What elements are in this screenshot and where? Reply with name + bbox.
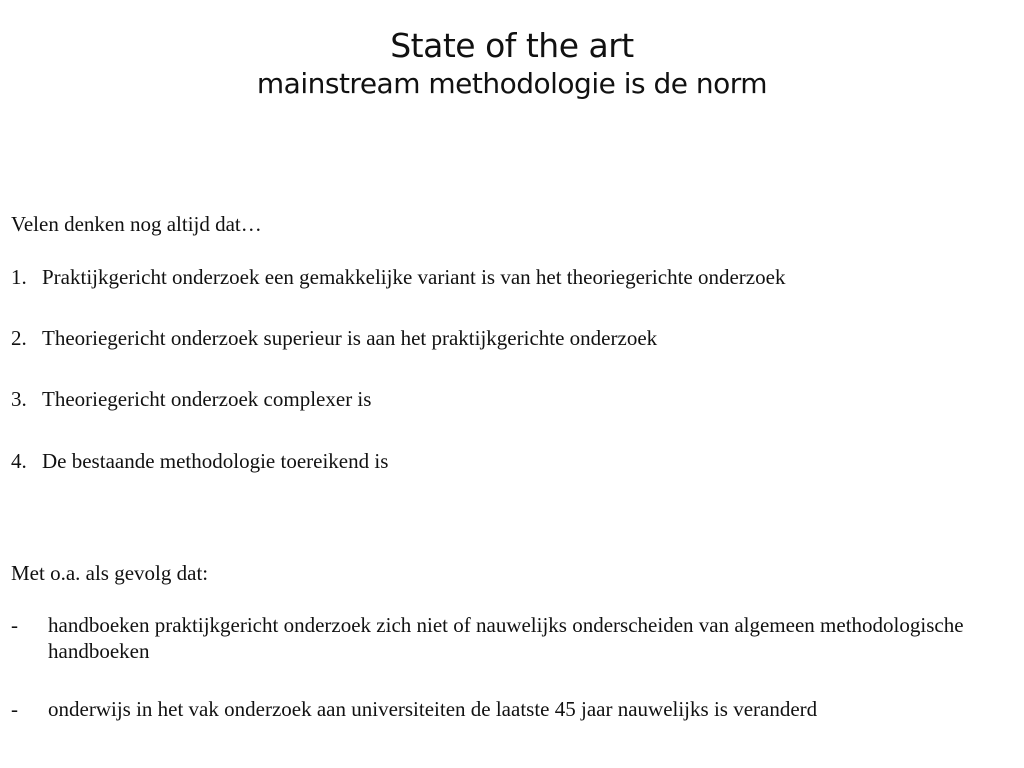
numbered-item <box>11 386 371 412</box>
consequence-intro: Met o.a. als gevolg dat: <box>11 561 209 585</box>
item-text: Praktijkgericht onderzoek een gemakkelijke variant is van het theoriegerichte onderzoek <box>42 265 786 289</box>
numbered-item <box>11 325 657 351</box>
bullet-text: onderwijs in het vak onderzoek aan universiteiten de laatste 45 jaar nauwelijks is veranderd <box>48 697 818 721</box>
item-number: 3. <box>11 387 27 411</box>
numbered-item <box>11 448 388 474</box>
item-text: Theoriegericht onderzoek superieur is aan het praktijkgerichte onderzoek <box>42 326 658 350</box>
intro-text: Velen denken nog altijd dat… <box>11 212 262 236</box>
slide-title: State of the art <box>390 26 634 65</box>
bullet-marker: - <box>11 613 18 637</box>
slide-subtitle: mainstream methodologie is de norm <box>256 67 768 100</box>
numbered-item <box>11 264 785 290</box>
bullet-item <box>11 612 1011 668</box>
item-number: 2. <box>11 326 27 350</box>
title-block <box>0 26 1024 102</box>
item-number: 1. <box>11 265 27 289</box>
bullet-item <box>11 696 1011 724</box>
item-text: Theoriegericht onderzoek complexer is <box>42 387 372 411</box>
item-text: De bestaande methodologie toereikend is <box>42 449 389 473</box>
bullet-marker: - <box>11 697 18 721</box>
bullet-text: handboeken praktijkgericht onderzoek zich niet of nauwelijks onderscheiden van algemeen methodologische handboeken <box>48 613 964 663</box>
item-number: 4. <box>11 449 27 473</box>
